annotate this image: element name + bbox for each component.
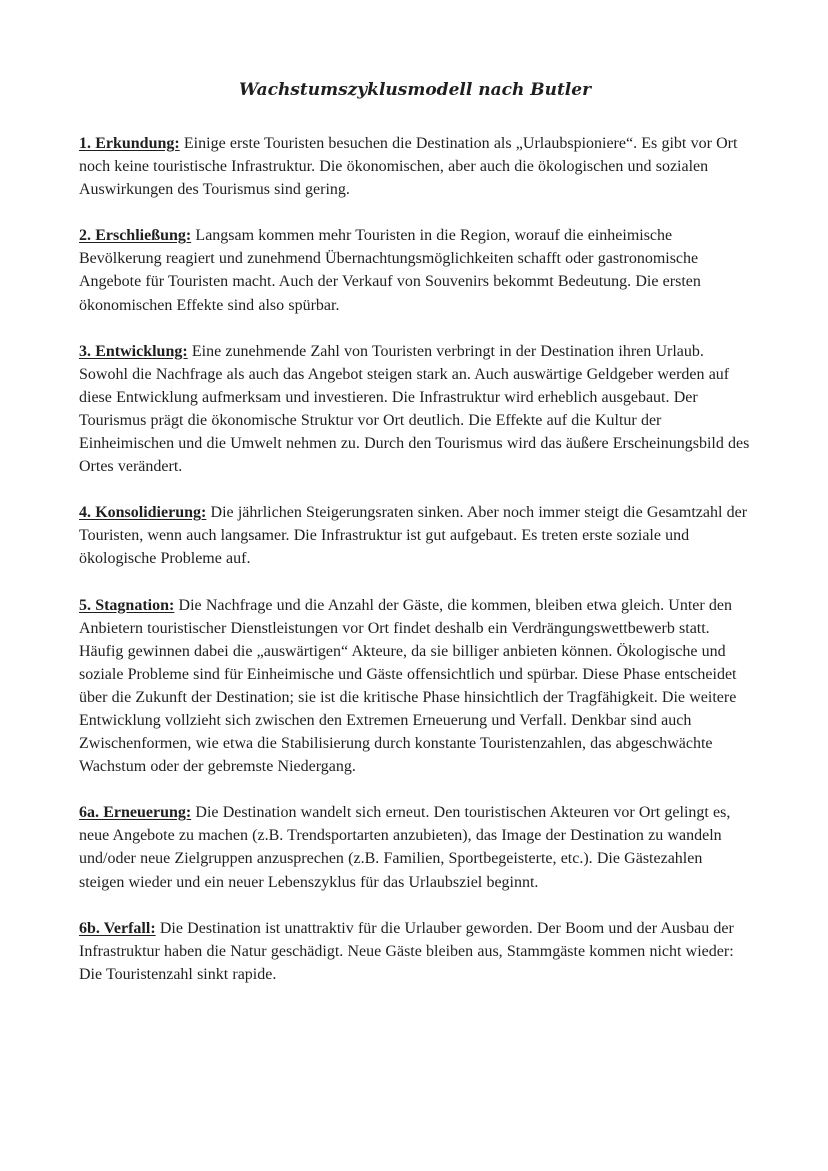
phase-stagnation [79, 594, 751, 779]
section-text: Langsam kommen mehr Touristen in die Region, worauf die einheimische Bevölkerung reagiert und zunehmend Übernachtungsmöglichkeiten schafft oder gastronomische Angebote für Touristen macht. Auch der Verkauf von Souvenirs bekommt Bedeutung. Die ersten ökonomischen Effekte sind also spürbar. [79, 227, 701, 314]
phase-erschliessung [79, 224, 751, 316]
phase-konsolidierung [79, 501, 751, 570]
section-text: Die jährlichen Steigerungsraten sinken. Aber noch immer steigt die Gesamtzahl der Touristen, wenn auch langsamer. Die Infrastruktur ist gut aufgebaut. Es treten erste soziale und ökologische Probleme auf. [79, 504, 748, 568]
section-label: 4. Konsolidierung: [79, 504, 207, 522]
phase-verfall [79, 917, 751, 986]
section-label: 6a. Erneuerung: [79, 804, 192, 822]
section-label: 1. Erkundung: [79, 135, 180, 152]
document-title: Wachstumszyklusmodell nach Butler [238, 80, 592, 100]
section-text: Eine zunehmende Zahl von Touristen verbringt in der Destination ihren Urlaub. Sowohl die Nachfrage als auch das Angebot steigen stark an. Auch auswärtige Geldgeber werden auf diese Entwicklung aufmerksam und investieren. Die Infrastruktur wird erheblich ausgebaut. Der Tourismus prägt die ökonomische Struktur vor Ort deutlich. Die Effekte auf die Kultur der Einheimischen und die Umwelt nehmen zu. Durch den Tourismus wird das äußere Erscheinungsbild des Ortes verändert. [79, 342, 750, 476]
phase-erneuerung [79, 801, 751, 893]
section-text: Die Destination ist unattraktiv für die Urlauber geworden. Der Boom und der Ausbau der Infrastruktur haben die Natur geschädigt. Neue Gäste bleiben aus, Stammgäste kommen nicht wieder: Die Touristenzahl sinkt rapide. [79, 919, 734, 983]
section-text: Einige erste Touristen besuchen die Destination als „Urlaubspioniere“. Es gibt vor Ort noch keine touristische Infrastruktur. Die ökonomischen, aber auch die ökologischen und sozialen Auswirkungen des Tourismus sind gering. [79, 135, 738, 199]
section-label: 5. Stagnation: [79, 596, 175, 614]
phase-entwicklung [79, 340, 751, 479]
phase-erkundung [79, 132, 751, 201]
section-label: 3. Entwicklung: [79, 342, 188, 360]
document-page [79, 78, 751, 1009]
section-text: Die Nachfrage und die Anzahl der Gäste, die kommen, bleiben etwa gleich. Unter den Anbietern touristischer Dienstleistungen vor Ort findet deshalb ein Verdrängungswettbewerb statt. Häufig gewinnen dabei die „auswärtigen“ Akteure, da sie billiger anbieten können. Ökologische und soziale Probleme sind für Einheimische und Gäste offensichtlich und spürbar. Diese Phase entscheidet über die Zukunft der Destination; sie ist die kritische Phase hinsichtlich der Tragfähigkeit. Die weitere Entwicklung vollzieht sich zwischen den Extremen Erneuerung und Verfall. Denkbar sind auch Zwischenformen, wie etwa die Stabilisierung durch konstante Touristenzahlen, das abgeschwächte Wachstum oder der gebremste Niedergang. [79, 596, 737, 776]
section-label: 2. Erschließung: [79, 227, 192, 245]
section-label: 6b. Verfall: [79, 919, 156, 937]
section-text: Die Destination wandelt sich erneut. Den touristischen Akteuren vor Ort gelingt es, neue Angebote zu machen (z.B. Trendsportarten anzubieten), das Image der Destination zu wandeln und/oder neue Zielgruppen anzusprechen (z.B. Familien, Sportbegeisterte, etc.). Die Gästezahlen steigen wieder und ein neuer Lebenszyklus für das Urlaubsziel beginnt. [79, 804, 731, 891]
